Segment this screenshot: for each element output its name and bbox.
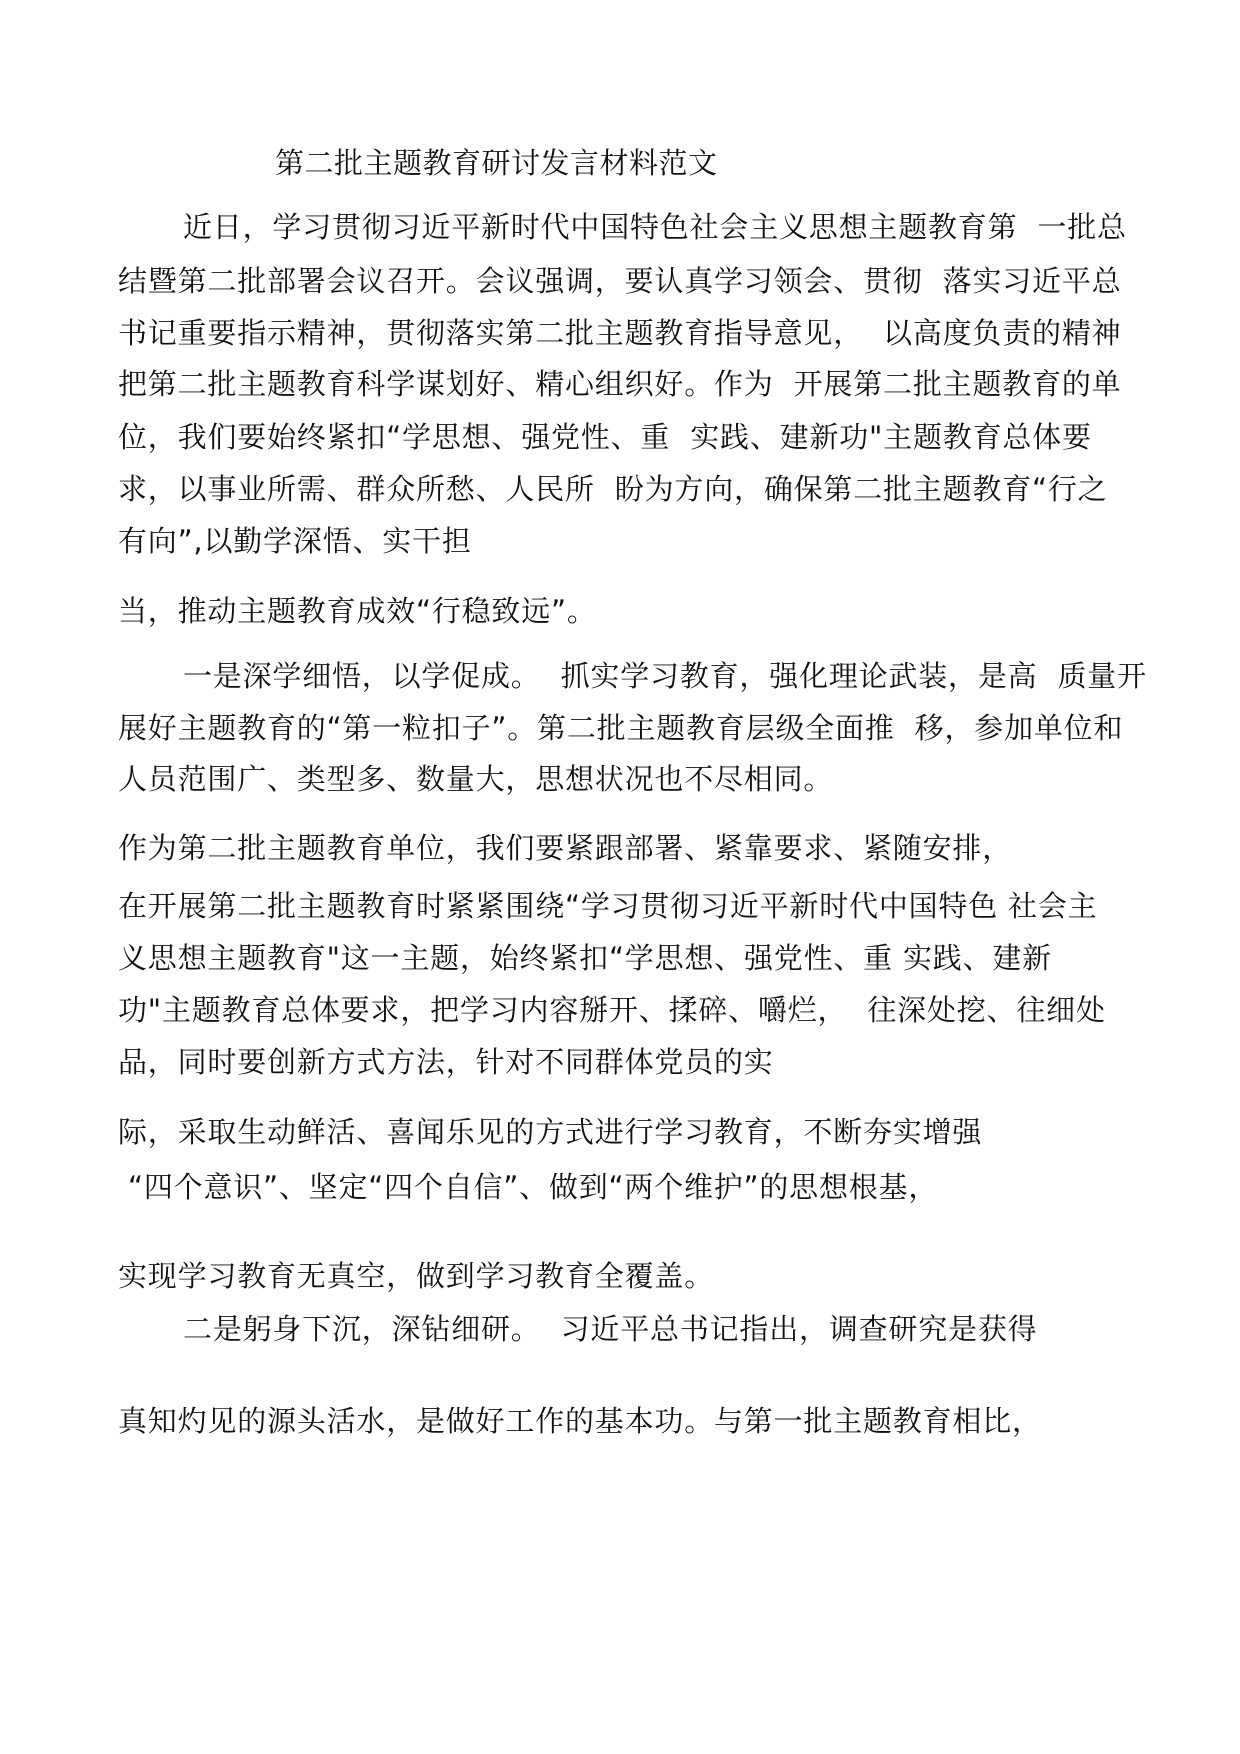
paragraph-line: 有向”,以勤学深悟、实干担 (118, 524, 472, 558)
paragraph-line: 人员范围广、类型多、数量大，思想状况也不尽相同。 (118, 762, 834, 796)
paragraph-line: 作为第二批主题教育单位，我们要紧跟部署、紧靠要求、紧随安排， (118, 831, 1013, 865)
paragraph-line: 近日，学习贯彻习近平新时代中国特色社会主义思想主题教育第 一批总 (183, 210, 1127, 244)
paragraph-line: 功"主题教育总体要求，把学习内容掰开、揉碎、嚼烂， 往深处挖、往细处 (118, 993, 1106, 1027)
paragraph-line: 把第二批主题教育科学谋划好、精心组织好。作为 开展第二批主题教育的单 (118, 367, 1122, 401)
paragraph-line: 二是躬身下沉，深钻细研。 习近平总书记指出，调查研究是获得 (183, 1312, 1038, 1346)
paragraph-line: 一是深学细悟，以学促成。 抓实学习教育，强化理论武装，是高 质量开 (183, 659, 1147, 693)
paragraph-line: 书记重要指示精神，贯彻落实第二批主题教育指导意见， 以高度负责的精神 (118, 316, 1122, 350)
paragraph-line: 义思想主题教育"这一主题，始终紧扣“学思想、强党性、重 实践、建新 (118, 941, 1052, 975)
document-title: 第二批主题教育研讨发言材料范文 (275, 146, 718, 180)
paragraph-line: 在开展第二批主题教育时紧紧围绕“学习贯彻习近平新时代中国特色 社会主 (118, 889, 1098, 923)
paragraph-line: 位，我们要始终紧扣“学思想、强党性、重 实践、建新功"主题教育总体要 (118, 420, 1092, 454)
paragraph-line: 实现学习教育无真空，做到学习教育全覆盖。 (118, 1259, 715, 1293)
paragraph-line: 当，推动主题教育成效“行稳致远”。 (118, 594, 597, 628)
paragraph-line: 真知灼见的源头活水，是做好工作的基本功。与第一批主题教育相比， (118, 1404, 1042, 1438)
paragraph-line: 际，采取生动鲜活、喜闻乐见的方式进行学习教育，不断夯实增强 (118, 1115, 983, 1149)
paragraph-line: 求，以事业所需、群众所愁、人民所 盼为方向，确保第二批主题教育“行之 (118, 472, 1108, 506)
paragraph-line: “四个意识”、坚定“四个自信”、做到“两个维护”的思想根基， (118, 1170, 939, 1204)
paragraph-line: 展好主题教育的“第一粒扣子”。第二批主题教育层级全面推 移，参加单位和 (118, 711, 1124, 745)
paragraph-line: 结暨第二批部署会议召开。会议强调，要认真学习领会、贯彻 落实习近平总 (118, 264, 1122, 298)
paragraph-line: 品，同时要创新方式方法，针对不同群体党员的实 (118, 1045, 774, 1079)
